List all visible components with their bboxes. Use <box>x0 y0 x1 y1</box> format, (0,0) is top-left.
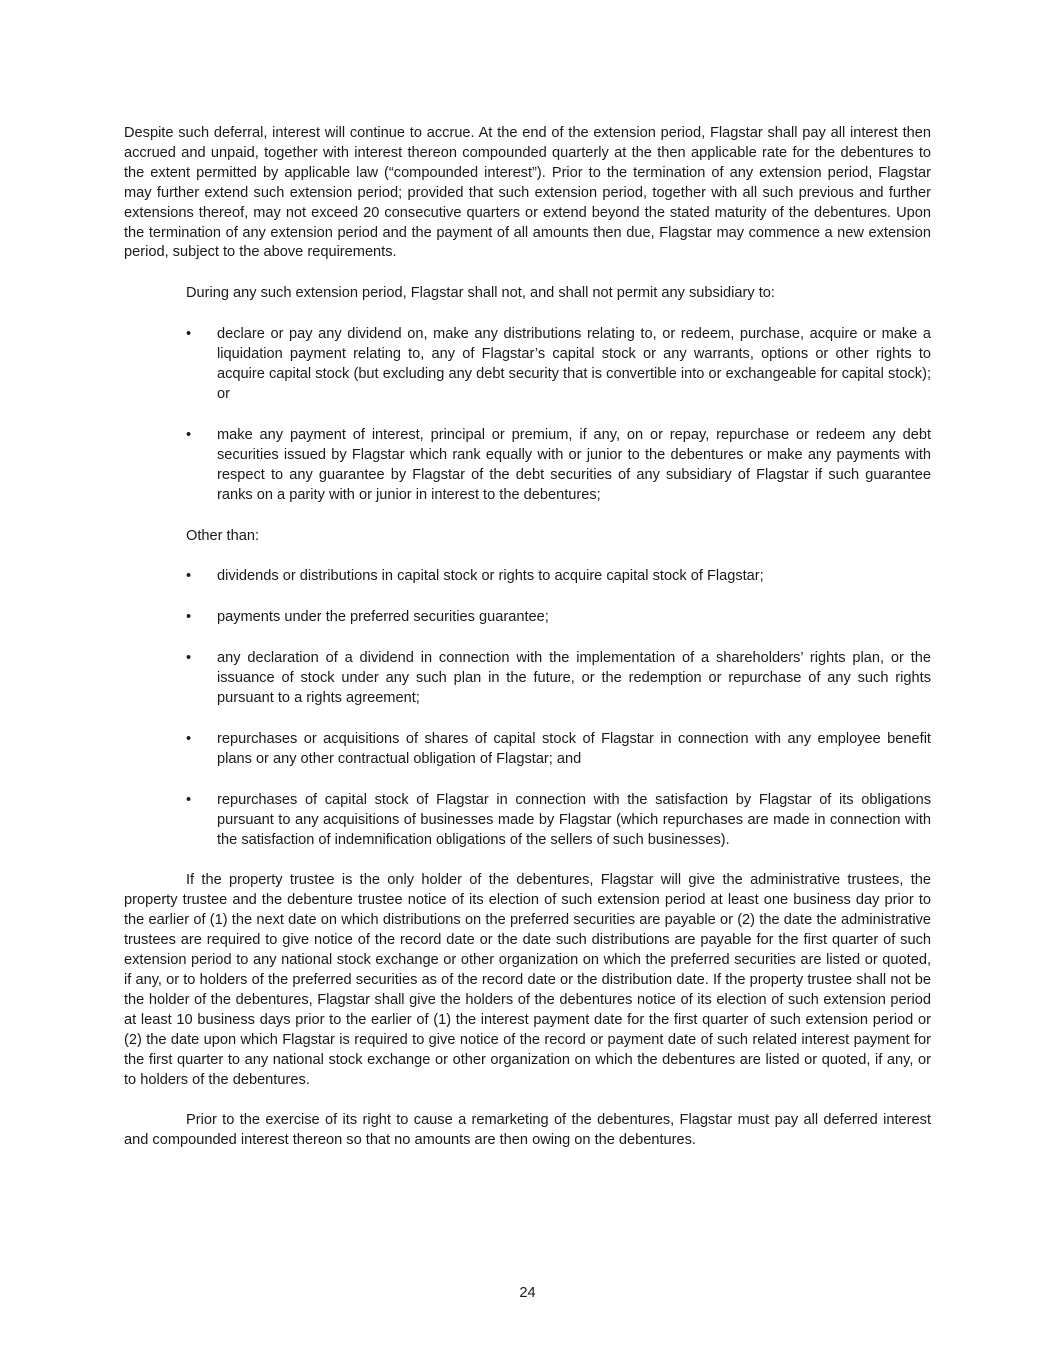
list-item-text: make any payment of interest, principal or premium, if any, on or repay, repurchase or redeem any debt securities issued by Flagstar which rank equally with or junior to the debentures or make any payments with respect to any guarantee by Flagstar of the debt securities of any subsidiary of Flagstar if such guarantee ranks on a parity with or junior in interest to the debentures; <box>217 426 931 503</box>
list-item-text: declare or pay any dividend on, make any distributions relating to, or redeem, purchase, acquire or make a liquidation payment relating to, any of Flagstar’s capital stock or any warrants, options or other rights to acquire capital stock (but excluding any debt security that is convertible into or exchangeable for capital stock); or <box>217 326 931 402</box>
bullet-icon: • <box>186 568 192 585</box>
list-item <box>124 608 931 628</box>
spacer <box>124 263 931 284</box>
paragraph-deferral: Despite such deferral, interest will continue to accrue. At the end of the extension period, Flagstar shall pay all interest then accrued and unpaid, together with interest thereon compounded quarterly at the then applicable rate for the debentures to the extent permitted by applicable law (“compounded interest”). Prior to the termination of any extension period, Flagstar may further extend such extension period; provided that such extension period, together with all such previous and further extensions thereof, may not exceed 20 consecutive quarters or extend beyond the stated maturity of the debentures. Upon the termination of any extension period and the payment of all amounts then due, Flagstar may commence a new extension period, subject to the above requirements. <box>124 125 931 261</box>
spacer <box>124 304 931 325</box>
list-item-text: any declaration of a dividend in connection with the implementation of a shareholders’ rights plan, or the issuance of stock under any such plan in the future, or the redemption or repurchase of any such rights pursuant to a rights agreement; <box>217 650 931 707</box>
paragraph-remarketing: Prior to the exercise of its right to cause a remarketing of the debentures, Flagstar must pay all deferred interest and compounded interest thereon so that no amounts are then owing on the debentures. <box>124 1112 931 1149</box>
paragraph-notice: If the property trustee is the only holder of the debentures, Flagstar will give the administrative trustees, the property trustee and the debenture trustee notice of its election of such extension period at least one business day prior to the earlier of (1) the next date on which distributions on the preferred securities are payable or (2) the date the administrative trustees are required to give notice of the record date or the date such distributions are payable for the first quarter of such extension period to any national stock exchange or other organization on which the preferred securities are listed or quoted, if any, or to holders of the preferred securities as of the record date or the distribution date. If the property trustee shall not be the holder of the debentures, Flagstar shall give the holders of the debentures notice of its election of such extension period at least 10 business days prior to the earlier of (1) the interest payment date for the first quarter of such extension period or (2) the date upon which Flagstar is required to give notice of the record or payment date of such related interest payment for the first quarter to any national stock exchange or other organization on which the debentures are listed or quoted, if any, or to holders of the debentures. <box>124 872 931 1088</box>
list-item <box>124 730 931 770</box>
list-item-text: payments under the preferred securities guarantee; <box>217 609 549 626</box>
spacer <box>124 1090 931 1111</box>
list-item-text: repurchases or acquisitions of shares of capital stock of Flagstar in connection with any employee benefit plans or any other contractual obligation of Flagstar; and <box>217 730 931 767</box>
list-item <box>124 325 931 405</box>
list-item <box>124 567 931 587</box>
bullet-icon: • <box>186 730 192 747</box>
bullet-icon: • <box>186 791 192 808</box>
exceptions-lead: Other than: <box>186 527 260 544</box>
restriction-lead: During any such extension period, Flagstar shall not, and shall not permit any subsidiary to: <box>186 285 775 302</box>
list-item-text: dividends or distributions in capital stock or rights to acquire capital stock of Flagstar; <box>217 568 764 585</box>
bullet-icon: • <box>186 609 192 626</box>
list-item-text: repurchases of capital stock of Flagstar in connection with the satisfaction by Flagstar of its obligations pursuant to any acquisitions of businesses made by Flagstar (which repurchases are made in connection with the satisfaction of indemnification obligations of the sellers of such businesses). <box>217 791 931 848</box>
exceptions-list <box>124 567 931 850</box>
bullet-icon: • <box>186 326 192 343</box>
bullet-icon: • <box>186 650 192 667</box>
spacer <box>124 546 931 567</box>
page-number: 24 <box>519 1285 536 1301</box>
list-item <box>124 649 931 709</box>
document-page <box>124 124 931 1151</box>
spacer <box>124 506 931 527</box>
restriction-list <box>124 325 931 505</box>
bullet-icon: • <box>186 426 192 443</box>
list-item <box>124 791 931 851</box>
list-item <box>124 426 931 506</box>
spacer <box>124 850 931 871</box>
